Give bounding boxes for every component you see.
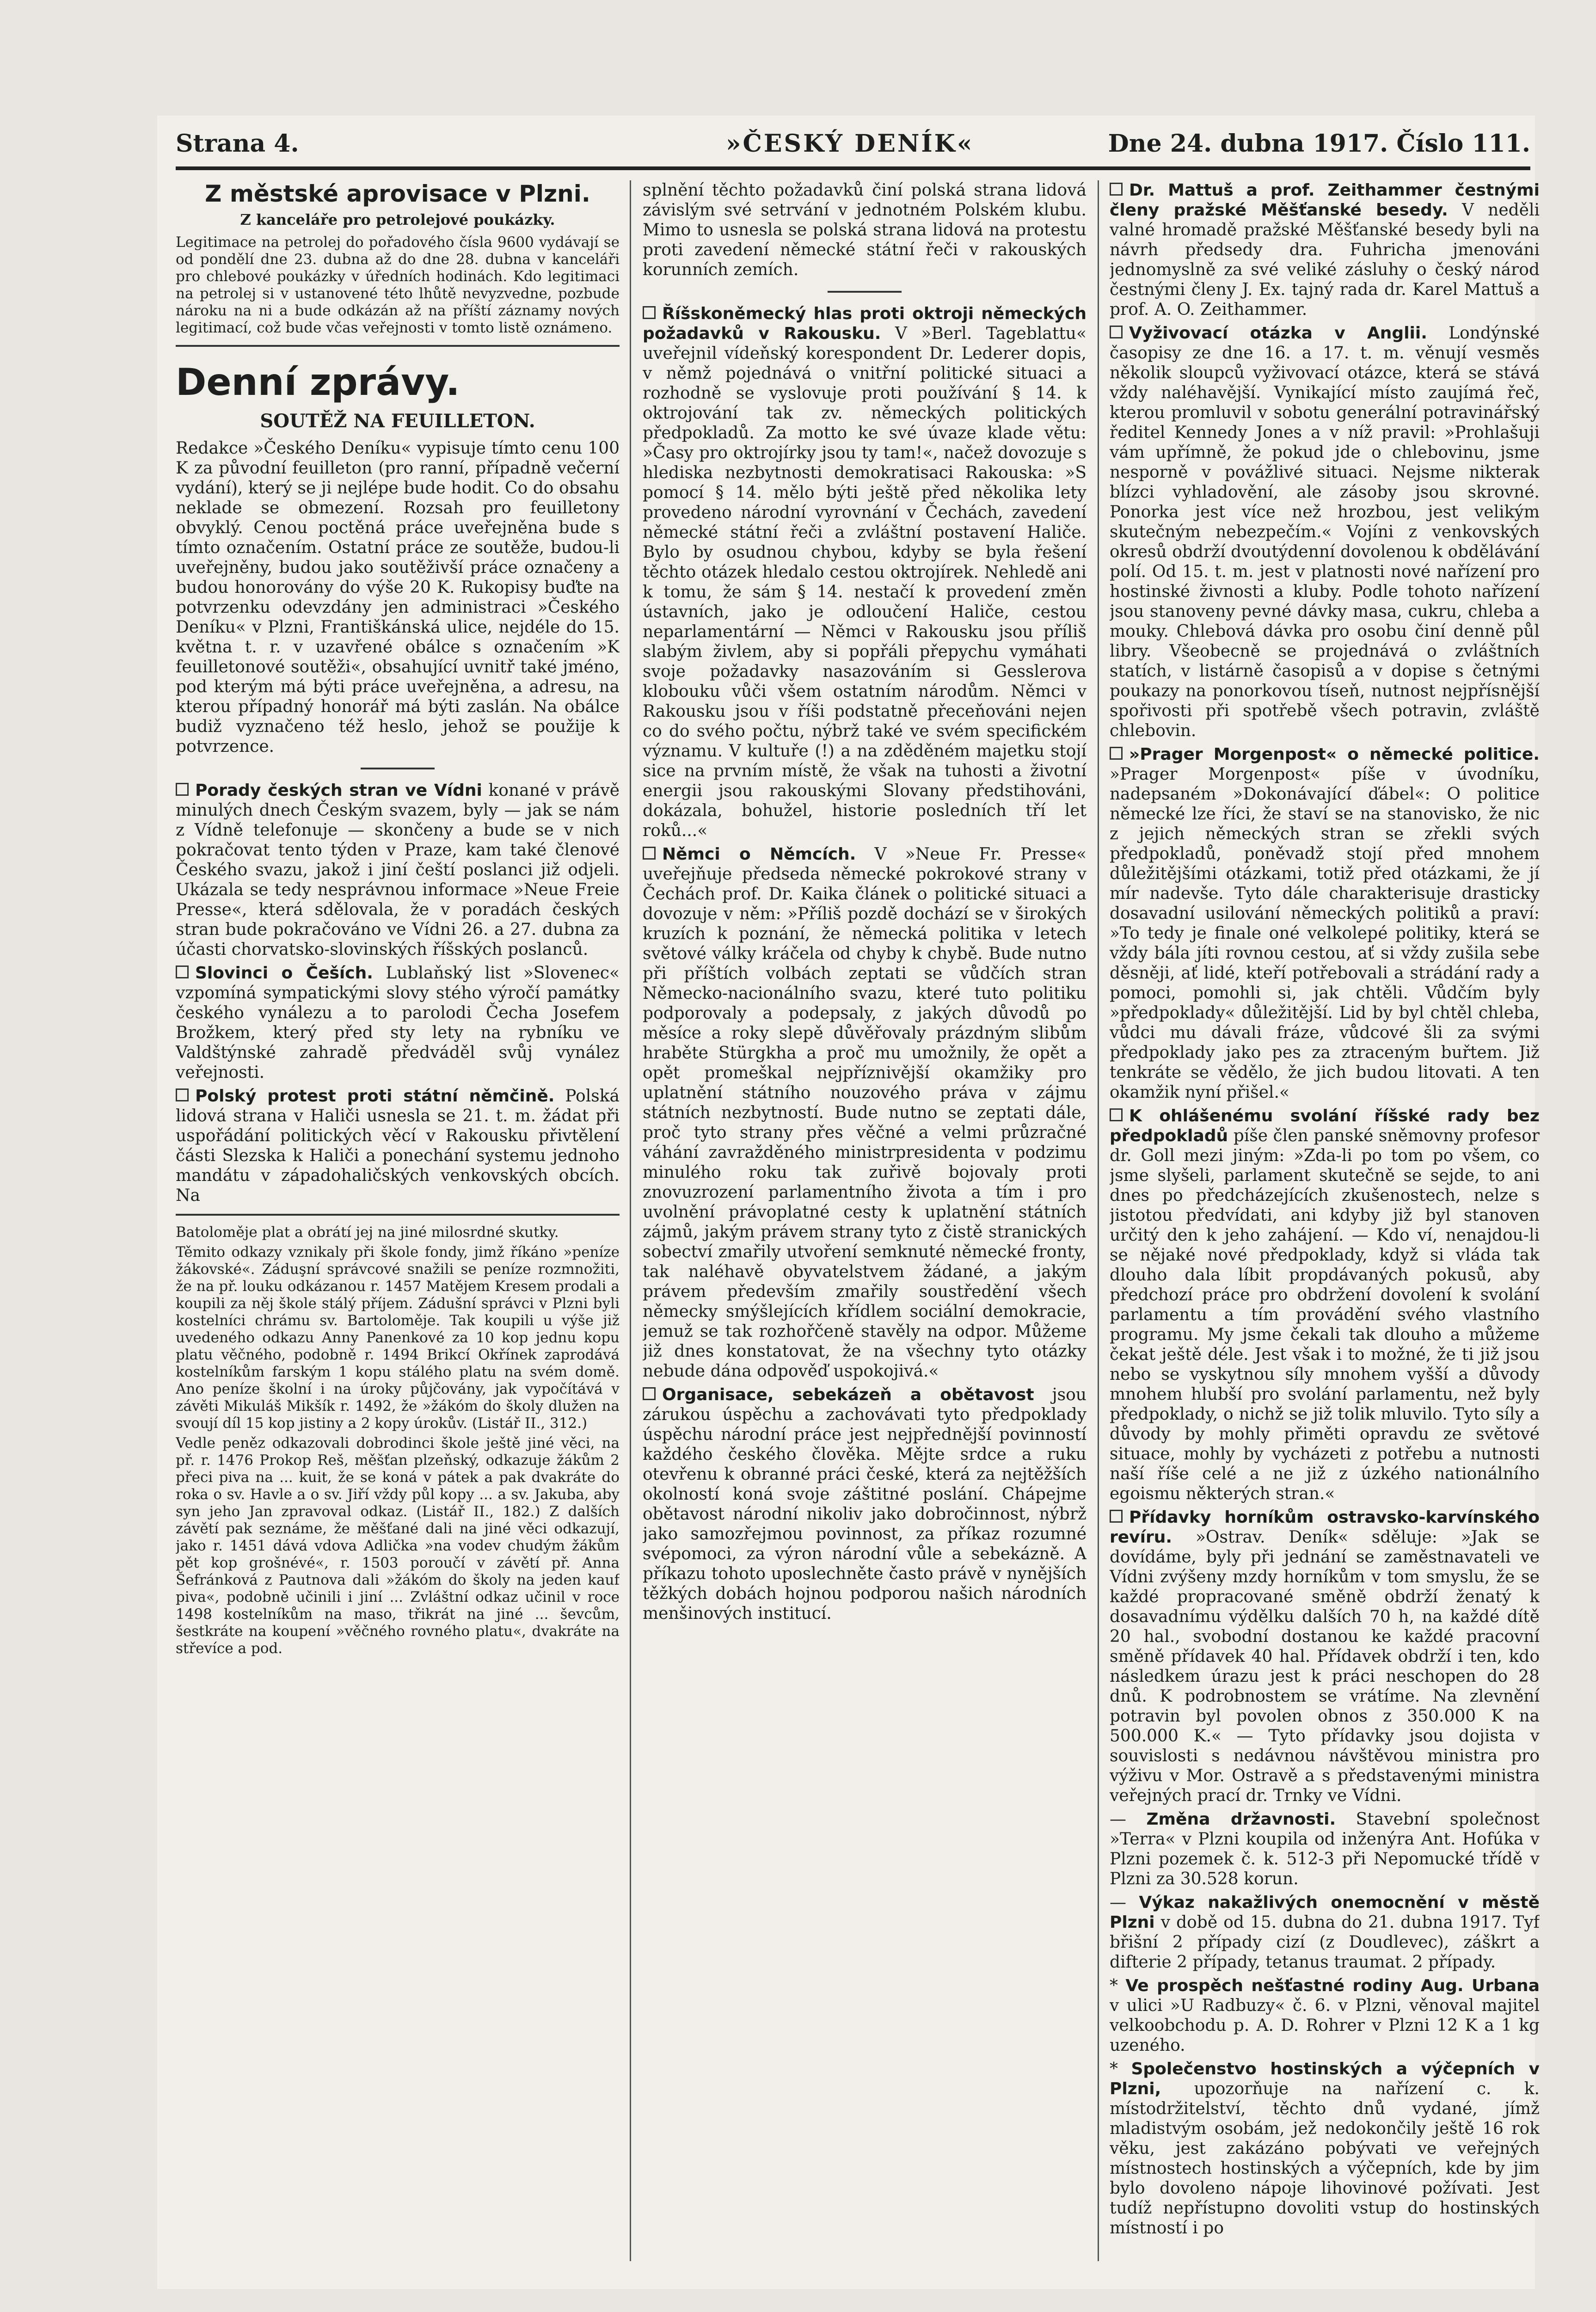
article-body: »Ostrav. Deník« sděluje: »Jak se dovídáme, byly při jednání se zaměstnavateli ve Vídni zvýšeny mzdy horníkům v tom smyslu, že se každé propracované směně obdrží ženatý k dosavadnímu výdělku dalších 70 h, na každé dítě 20 hal., svobodní dostanou ke každé pracovní směně přídavek 40 hal. Přídavek obdrží i ten, kdo následkem úrazu jest k práci neschopen do 28 dnů. K podrobnostem se vrátíme. Na zlevnění potravin byl povolen obnos z 350.000 K na 500.000 K.« — Tyto přídavky jsou dojista v souvislosti s nedávnou návštěvou ministra pro výživu v Mor. Ostravě a s představenými ministra veřejných prací dr. Trnky ve Vídni. bbox=[1110, 1528, 1540, 1805]
newspaper-title: »ČESKÝ DENÍK« bbox=[726, 129, 974, 158]
feuilleton-line: Batoloměje plat a obrátí jej na jiné milosrdné skutky. bbox=[176, 1224, 559, 1241]
feuilleton-paragraph: Vedle peněz odkazovali dobrodinci škole ještě jiné věci, na př. r. 1476 Prokop Reš, měšťan plzeňský, odkazuje žákům 2 přeci piva na ... kuit, že se koná v pátek a pak dvakráte do roka o sv. Havle a o sv. Jiří vždy půl kopy ... a sv. Jakuba, aby syn jeho Jan zpravoval odkaz. (Listář II., 182.) Z dalších závětí pak seznáme, že měšťané dali na jiné věci odkazují, jako r. 1451 dává vdova Adlička »na vodev chudým žákům pět kop grošnévé«, r. 1503 poroučí v závětí př. Anna Šefránková z Pautnova dali »žákóm do školy na jeden kauf piva«, podobně učinili i jiní ... Zvláštní odkaz učinil v roce 1498 kostelníkům na maso, třikrát na jiné ... ševcům, šestkráte na koupení »věčného rovného platu«, dvakráte na střevíce a pod. bbox=[176, 1435, 620, 1657]
article-heading: Ve prospěch nešťastné rodiny Aug. Urbana bbox=[1125, 1976, 1540, 1995]
article-slovinci bbox=[176, 963, 620, 1082]
section-rule bbox=[176, 1214, 620, 1216]
article-heading: Říšskoněmecký hlas proti oktroji německých požadavků v Rakousku. bbox=[643, 304, 1087, 343]
article-prospech: * Ve prospěch nešťastné rodiny Aug. Urbana v ulici »U Radbuzy« č. 6. v Plzni, věnoval majitel velkoobchodu p. A. D. Rohrer v Plzni 12 K a 1 kg uzeného. bbox=[1110, 1976, 1540, 2055]
article-vyzivovaci bbox=[1110, 323, 1540, 741]
bullet-box-icon bbox=[643, 306, 656, 319]
article-body: upozorňuje na nařízení c. k. místodržitelství, těchto dnů vydané, jímž mladistvým osobám, jež nedokončily ještě 16 rok věku, jest zakázáno pobývati ve veřejných místnostech hostinských a výčepních, kde by jim bylo dovoleno nápoje lihovinové požívati. Jest tudíž nepřístupno dovoliti vstup do hostinských místností i po bbox=[1110, 2079, 1540, 2238]
article-spolecenstvo: * Společenstvo hostinských a výčepních v Plzni, upozorňuje na nařízení c. k. místodržitelství, těchto dnů vydané, jímž mladistvým osobám, jež nedokončily ještě 16 rok věku, jest zakázáno pobývati ve veřejných místnostech hostinských a výčepních, kde by jim bylo dovoleno nápoje lihovinové požívati. Jest tudíž nepřístupno dovoliti vstup do hostinských místností i po bbox=[1110, 2060, 1540, 2238]
aprovisace-subheading: Z kanceláře pro petrolejové poukázky. bbox=[240, 211, 555, 228]
article-heading: Porady českých stran ve Vídni bbox=[195, 781, 482, 800]
bullet-box-icon bbox=[643, 847, 656, 860]
article-body: Lublaňský list »Slovenec« vzpomíná sympatickými slovy stého výročí památky českého vynálezu a to parolodi Čecha Josefem Brožkem, který před sty lety na rybníku ve Valdštýnské zahradě předváděl svůj vynález veřejnosti. bbox=[176, 964, 620, 1082]
header-rule bbox=[176, 166, 1530, 170]
page-number: Strana 4. bbox=[176, 129, 299, 158]
column-divider bbox=[1098, 180, 1099, 2261]
article-polsky bbox=[176, 1086, 620, 1205]
article-nemci bbox=[643, 844, 1087, 1381]
page-header bbox=[176, 129, 1530, 166]
soutez-heading: SOUTĚŽ NA FEUILLETON. bbox=[260, 410, 535, 432]
article-svolani bbox=[1110, 1106, 1540, 1504]
article-body: v době od 15. dubna do 21. dubna 1917. Tyf břišní 2 případy cizí (z Doudlevec), záškrt a difterie 2 případy, tetanus traumat. 2 případy. bbox=[1110, 1913, 1540, 1972]
article-body: píše člen panské sněmovny profesor dr. Goll mezi jiným: »Zda-li po tom po všem, co jsme slyšeli, parlament skutečně se sejde, to ani dnes po předcházejících zkušenostech, nelze s jistotou předvídati, ani kdyby již byl stanoven určitý den k jeho zahájení. — Kdo ví, nenajdou-li se nějaké nové předpoklady, když si vláda tak dlouho dala líbit propdávaných pokusů, aby předchozí práce pro obdržení dovolení k svolání parlamentu a tím provádění svého vlastního programu. My jsme čekali tak dlouho a můžeme čekat ještě déle. Jest však i to možné, že ti již jsou nebo se vyskytnou síly mnohem vyšší a důvody mnohem hlubší pro svolání parlamentu, než byly předpoklady, o nichž se již tolik mluvilo. Tyto síly a důvody by mohly přiměti opravdu ze světové situace, mohly by vycházeti z potřebu a nutnosti naší říše celé a ne již z úzkého nationálního egoismu některých stran.« bbox=[1110, 1126, 1540, 1503]
denni-zpravy-heading: Denní zprávy. bbox=[176, 361, 460, 404]
bullet-box-icon bbox=[1110, 1510, 1123, 1523]
article-heading: Společenstvo hostinských a výčepních v Plzni, bbox=[1110, 2060, 1540, 2098]
column-divider bbox=[630, 180, 631, 2261]
article-organisace bbox=[643, 1385, 1087, 1623]
bullet-box-icon bbox=[1110, 326, 1123, 338]
section-rule bbox=[176, 345, 620, 347]
article-heading: Vyživovací otázka v Anglii. bbox=[1129, 324, 1427, 343]
newspaper-page bbox=[157, 116, 1540, 2289]
column-3 bbox=[1110, 180, 1540, 2261]
article-heading: Slovinci o Češích. bbox=[195, 964, 373, 983]
article-pridavky bbox=[1110, 1507, 1540, 1806]
article-zmena: — Změna državnosti. Stavební společnost »Terra« v Plzni koupila od inženýra Ant. Hofúka v Plzni pozemek č. k. 512-3 při Nepomucké třídě v Plzni za 30.528 korun. bbox=[1110, 1810, 1540, 1888]
aprovisace-heading: Z městské aprovisace v Plzni. bbox=[205, 180, 590, 207]
article-heading: »Prager Morgenpost« o německé politice. bbox=[1129, 745, 1540, 764]
article-porady bbox=[176, 781, 620, 959]
article-heading: Dr. Mattuš a prof. Zeithammer čestnými členy pražské Měšťanské besedy. bbox=[1110, 181, 1540, 220]
article-body: Stavební společnost »Terra« v Plzni koupila od inženýra Ant. Hofúka v Plzni pozemek č. k. 512-3 při Nepomucké třídě v Plzni za 30.528 korun. bbox=[1110, 1810, 1540, 1888]
article-body: jsou zárukou úspěchu a zachovávati tyto předpoklady úspěchu národní práce jest nejpřednější povinností každého českého člověka. Mějte srdce a ruku otevřenu k obranné práci české, která za nejtěžších okolností koná svoje záštitné poslání. Chápejme obětavost národní nikoliv jako dobročinnost, nýbrž jako samozřejmou povinnost, za příkaz rozumné svépomoci, za výron národní vůle a sebekázně. A příkazu tohoto uposlechněte často právě v nynějších těžkých dobách hojnou podporou našich národních menšinových institucí. bbox=[643, 1385, 1087, 1623]
article-body: »Prager Morgenpost« píše v úvodníku, nadepsaném »Dokonávající ďábel«: O politice německé lze říci, že staví se na stanovisko, že nic z jejich německých stran se zřekli svých předpokladů, poněvadž stojí před mnohem důležitějšími otázkami, totiž před otázkami, že jí mír nadevše. Tyto dále charakterisuje drasticky dosavadní usilování německých politiků a praví: »To tedy je finale oné velkolepé politiky, která se vždy bála jíti rovnou cestou, ať si vždy zušila sebe děsněji, ať lidé, kteří potřebovali a strádání rady a pomoci, pomohli si, jak chtěli. Vůdčím byly »předpoklady« důležitější. Lid by byl chtěl chleba, vůdci mu dávali fráze, vůdcové šli za svými předpoklady jako pes za ztraceným buřtem. Již tenkráte se vědělo, že jich budou litovati. A ten okamžik nyní přišel.« bbox=[1110, 765, 1540, 1102]
column-1 bbox=[176, 180, 620, 2261]
article-body: konané v právě minulých dnech Českým svazem, byly — jak se nám z Vídně telefonuje — skončeny a bude se v nich pokračovat tento týden v Praze, kam také členové Českého svazu, jakož i jiní čeští poslanci již odjeli. Ukázala se tedy nesprávnou informace »Neue Freie Presse«, která sdělovala, že v poradách českých stran bude pokračováno ve Vídni 26. a 27. dubna za účasti chorvatsko-slovinských říšských poslanců. bbox=[176, 781, 620, 959]
article-risko bbox=[643, 304, 1087, 841]
article-heading: Němci o Němcích. bbox=[662, 845, 856, 864]
short-rule bbox=[361, 768, 435, 769]
article-heading: Změna državnosti. bbox=[1146, 1810, 1336, 1829]
article-heading: Polský protest proti státní němčině. bbox=[195, 1087, 555, 1106]
feuilleton-paragraph: Těmito odkazy vznikaly při škole fondy, jimž říkáno »peníze žákovské«. Záduşní správcové snažili se peníze rozmnožiti, že na př. louku odkázanou r. 1457 Matějem Kresem prodali a koupili za něj škole stálý příjem. Zádušní správci v Plzni byli kostelníci chrámu sv. Bartoloměje. Tak koupili u výše již uvedeného odkazu Anny Panenkové za 10 kop jednu kopu platu věčného, podobně r. 1494 Brikcí Okřínek zaprodává kostelníkům farským 1 kopu stálého platu na svém domě. Ano peníze školní i na úroky půjčovány, jak vypočítává v závěti Mikuláš Mikšík r. 1492, že »žákóm do školy dlužen na svoují díl 15 kop jistiny a 2 kopy úrokův. (Listář II., 312.) bbox=[176, 1244, 620, 1432]
article-heading: Organisace, sebekázeň a obětavost bbox=[662, 1385, 1034, 1404]
article-body: V »Neue Fr. Presse« uveřejňuje předseda německé pokrokové strany v Čechách prof. Dr. Kaika článek o politické situaci a dovozuje v něm: »Příliš pozdě dochází se v širokých kruzích k poznání, že německá politika v letech světové války kráčela od chyby k chybě. Bude nutno při příštích volbách zeptati se vůdčích stran Německo-nacionálního svazu, které tuto politiku podporovaly a podepsaly, z jakých důvodů po měsíce a roky slepě důvěřovaly prázdným slibům hraběte Stürgkha a proč mu umožnily, že opět a opět promeškal nejpříznivější okamžiky pro uplatnění státního nouzového práva v zájmu státních nezbytností. Bude nutno se zeptati dále, proč tyto strany přes věčné a velmi průzračné váhání zavražděného ministrpresidenta v podzimu minulého roku tak zuřivě bojovaly proti znovuzrození parlamentního života a tím i pro uvolnění právoplatné cesty k uplatnění státních zájmů, jakým právem strany tyto z čistě stranických sobectví zmařily utvoření semknuté německé fronty, tak naléhavě obyvatelstvem žádané, a jakým právem především zmařily soustředění všech německy smýšlejících křídlem sociální demokracie, jemuž se tak rozhořčeně stavěly na odpor. Můžeme již dnes konstatovat, že na všechny tyto otázky nebude dána odpověď uspokojivá.« bbox=[643, 845, 1087, 1381]
bullet-box-icon bbox=[176, 1088, 189, 1101]
polska-continuation: splnění těchto požadavků činí polská strana lidová závislým své setrvání v jednotném Polském klubu. Mimo to usnesla se polská strana lidová na protestu proti zavedení německé státní řeči v rakouských korunních zemích. bbox=[643, 181, 1087, 279]
bullet-box-icon bbox=[1110, 183, 1123, 196]
bullet-box-icon bbox=[1110, 1108, 1123, 1121]
article-heading: K ohlášenému svolání říšské rady bez předpokladů bbox=[1110, 1107, 1540, 1145]
soutez-text: Redakce »Českého Deníku« vypisuje tímto cenu 100 K za původní feuilleton (pro ranní, případně večerní vydání), který se ji nejlépe bude hodit. Co do obsahu neklade se obmezení. Rozsah pro feuilletony obvyklý. Cenou poctěná práce uveřejněna bude s tímto označením. Ostatní práce ze soutěže, budou-li uveřejněny, budou jako soutěživší práce označeny a budou honorovány do výše 20 K. Rukopisy buďte na potvrzenku odevzdány jen administraci »Českého Deníku« v Plzni, Františkánská ulice, nejdéle do 15. května t. r. v uzavřené obálce s označením »K feuilletonové soutěži«, obsahující uvnitř také jméno, pod kterým má býti práce uveřejněna, a adresu, na kterou případný honorář má býti zaslán. Na obálce budiž vyznačeno též heslo, jehož se použije k potvrzence. bbox=[176, 439, 620, 756]
article-body: v ulici »U Radbuzy« č. 6. v Plzni, věnoval majitel velkoobchodu p. A. D. Rohrer v Plzni 12 K a 1 kg uzeného. bbox=[1110, 1996, 1540, 2055]
article-vykaz: — Výkaz nakažlivých onemocnění v městě Plzni v době od 15. dubna do 21. dubna 1917. Tyf břišní 2 případy cizí (z Doudlevec), záškrt a difterie 2 případy, tetanus traumat. 2 případy. bbox=[1110, 1893, 1540, 1972]
column-2 bbox=[643, 180, 1087, 2261]
article-body: Polská lidová strana v Haliči usnesla se 21. t. m. žádat při uspořádání politických věcí v Rakousku přivtělení části Slezska k Haliči a ponechání systemu jednoho mandátu v západohaličských venkovských obcích. Na bbox=[176, 1087, 620, 1205]
article-mattus bbox=[1110, 180, 1540, 320]
aprovisace-text: Legitimace na petrolej do pořadového čísla 9600 vydávají se od pondělí dne 23. dubna až do dne 28. dubna v kanceláři pro chlebové poukázky v úředních hodinách. Kdo legitimaci na petrolej si v ustanovené této lhůtě nevyzvedne, pozbude nároku na ni a bude odkázán až na příští záznamy nových legitimací, což bude včas veřejnosti v tomto listě oznámeno. bbox=[176, 234, 620, 336]
bullet-box-icon bbox=[176, 783, 189, 796]
bullet-box-icon bbox=[1110, 747, 1123, 760]
short-rule bbox=[828, 291, 902, 293]
article-heading: Výkaz nakažlivých onemocnění v městě Plzni bbox=[1110, 1893, 1540, 1932]
article-body: Londýnské časopisy ze dne 16. a 17. t. m. věnují vesměs několik sloupců vyživovací otázce, která se stává vždy naléhavější. Vynikající místo zaujímá řeč, kterou promluvil v sobotu generální potravinářský ředitel Kennedy Jones a v níž pravil: »Prohlašuji vám upřímně, že pokud jde o chlebovinu, jsme nesporně v povážlivé situaci. Nejsme nikterak blízci vyhladovění, ale zásoby jsou skrovné. Ponorka jest více než hrozbou, jest velikým skutečným nebezpečím.« Vojíni z venkovských okresů obdrží dvoutýdenní dovolenou k obdělávání polí. Od 15. t. m. jest v platnosti nové nařízení pro hostinské živnosti a kluby. Podle tohoto nařízení jsou stanoveny pevné dávky masa, cukru, chleba a mouky. Chlebová dávka pro osobu činí denně půl libry. Všeobecně se projednává o zvláštních statích, v listárně časopisů a v dopise s četnými poukazy na ponorkovou tíseň, nutnost nejpřísnější spořivosti při spotřebě všech potravin, zvláště chlebovin. bbox=[1110, 324, 1540, 740]
article-body: V »Berl. Tageblattu« uveřejnil vídeňský korespondent Dr. Lederer dopis, v němž pojednává o vnitřní politické situaci a rozhodně se vyslovuje proti používání § 14. k oktrojování tak zv. německých politických předpokladů. Za motto ke své úvaze klade větu: »Časy pro oktrojírky jsou ty tam!«, načež dovozuje s hlediska nezbytnosti demokratisaci Rakouska: »S pomocí § 14. mělo býti ještě před několika lety provedeno národní vyrovnání v Čechách, zavedení německé státní řeči a zvláštní postavení Haliče. Bylo by osudnou chybou, kdyby se byla řešení těchto otázek hledalo cestou oktrojírek. Nehledě ani k tomu, že sám § 14. nestačí k provedení změn ústavních, jako je odloučení Haliče, cestou neparlamentární — Němci v Rakousku jsou příliš slabým živlem, aby si popřáli přepychu vymáhati svoje požadavky nasazováním si Gesslerova klobouku vůči všem ostatním národům. Němci v Rakousku jsou v říši podstatně přeceňováni nejen co do svého počtu, nýbrž také ve svém specifickém významu. V kultuře (!) a na zděděném majetku stojí sice na prvním místě, že však na tuhosti a životní energii jsou rakouskými Slovany předstihováni, dokázala, bohužel, historie posledních tří let roků...« bbox=[643, 324, 1087, 840]
article-body: V neděli valné hromadě pražské Měšťanské besedy byli na návrh předsedy dra. Fuhricha jmenováni jednomyslně za své veliké zásluhy o český národ čestnými členy J. Ex. tajný rada dr. Karel Mattuš a prof. A. O. Zeithammer. bbox=[1110, 201, 1540, 319]
article-prager bbox=[1110, 744, 1540, 1102]
bullet-box-icon bbox=[643, 1387, 656, 1400]
date-issue: Dne 24. dubna 1917. Číslo 111. bbox=[1108, 129, 1530, 158]
bullet-box-icon bbox=[176, 965, 189, 978]
article-heading: Přídavky horníkům ostravsko-karvínského revíru. bbox=[1110, 1508, 1540, 1547]
